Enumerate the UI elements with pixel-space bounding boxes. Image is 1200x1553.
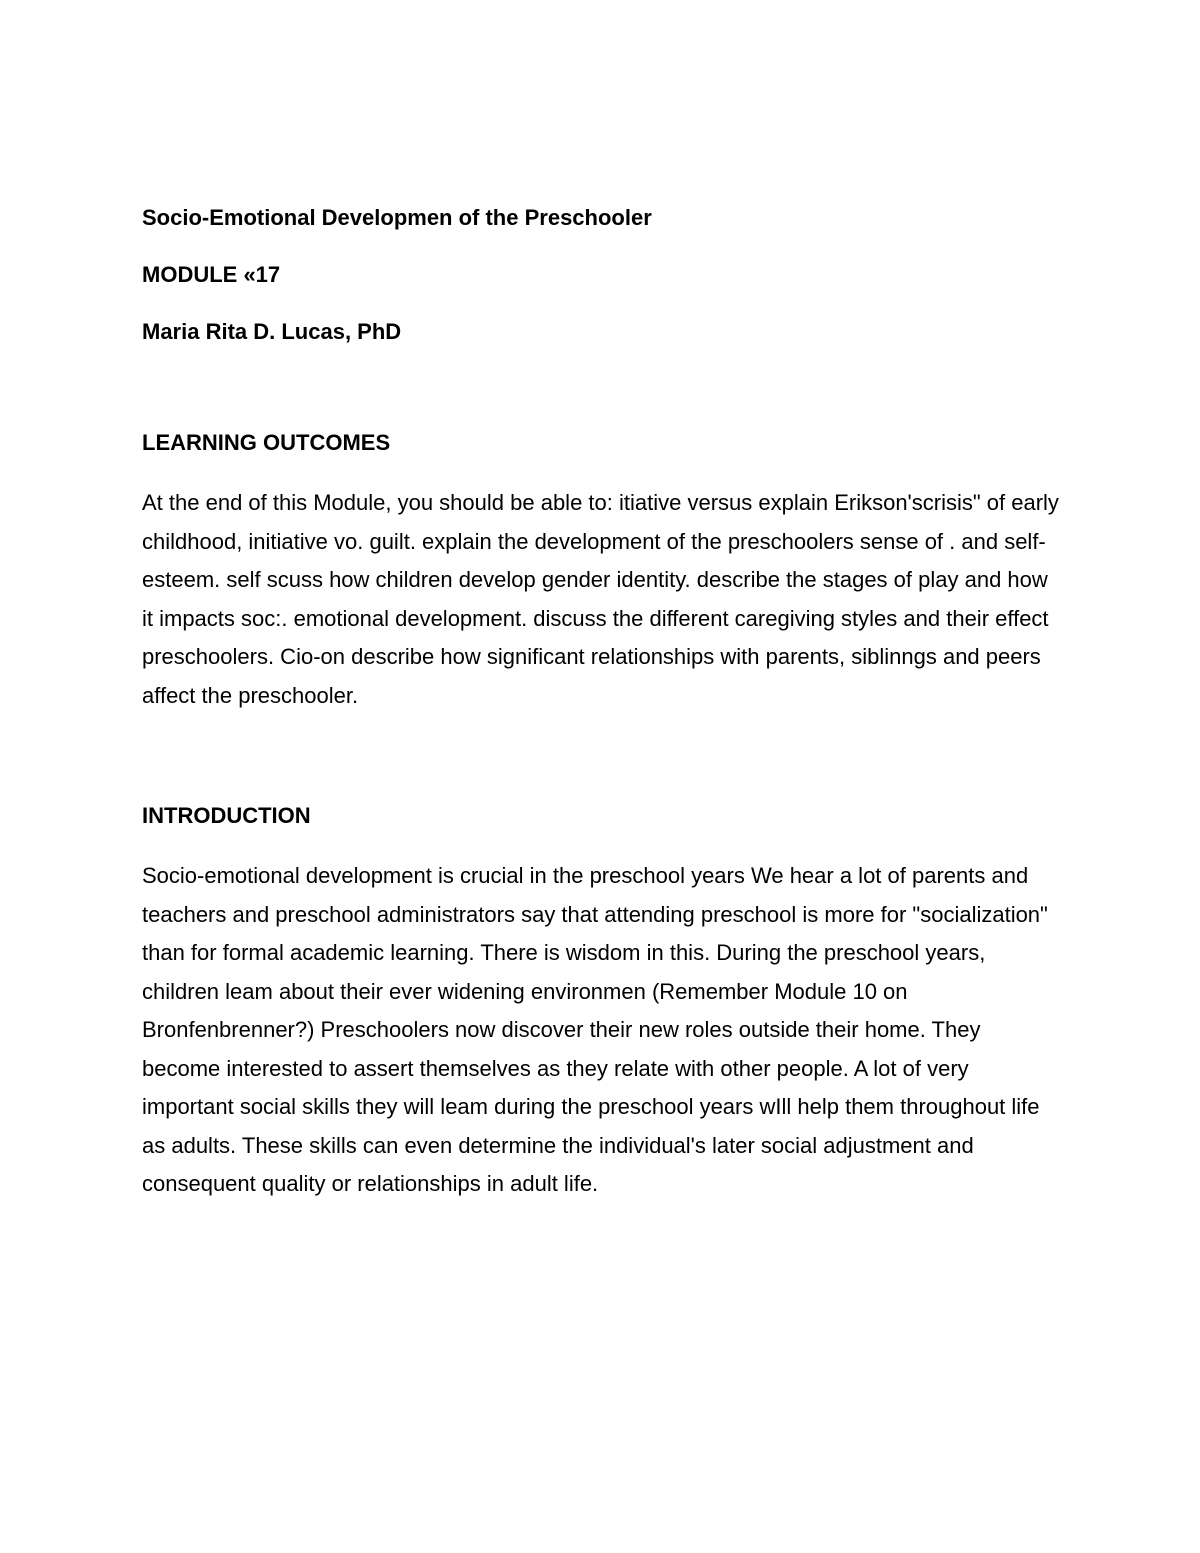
document-body bbox=[142, 202, 1062, 1204]
document-title: Socio-Emotional Developmen of the Preschooler bbox=[142, 205, 652, 230]
author-name: Maria Rita D. Lucas, PhD bbox=[142, 319, 402, 344]
introduction-paragraph: Socio-emotional development is crucial in the preschool years We hear a lot of parents and teachers and preschool administrators say that attending preschool is more for "socialization" than for formal academic learning. There is wisdom in this. During the preschool years, children leam about their ever widening environmen (Remember Module 10 on Bronfenbrenner?) Preschoolers now discover their new roles outside their home. They become interested to assert themselves as they relate with other people. A lot of very important social skills they will leam during the preschool years wIll help them throughout life as adults. These skills can even determine the individual's later social adjustment and consequent quality or relationships in adult life. bbox=[142, 863, 1048, 1196]
learning-outcomes-heading: LEARNING OUTCOMES bbox=[142, 430, 391, 455]
introduction-heading: INTRODUCTION bbox=[142, 803, 311, 828]
learning-outcomes-paragraph: At the end of this Module, you should be able to: itiative versus explain Erikson'scrisis" of early childhood, initiative vo. guilt. explain the development of the preschoolers sense of . and self-esteem. self scuss how children develop gender identity. describe the stages of play and how it impacts soc:. emotional development. discuss the different caregiving styles and their effect preschoolers. Cio-on describe how significant relationships with parents, siblinngs and peers affect the preschooler. bbox=[142, 490, 1059, 708]
module-label: MODULE «17 bbox=[142, 262, 281, 287]
